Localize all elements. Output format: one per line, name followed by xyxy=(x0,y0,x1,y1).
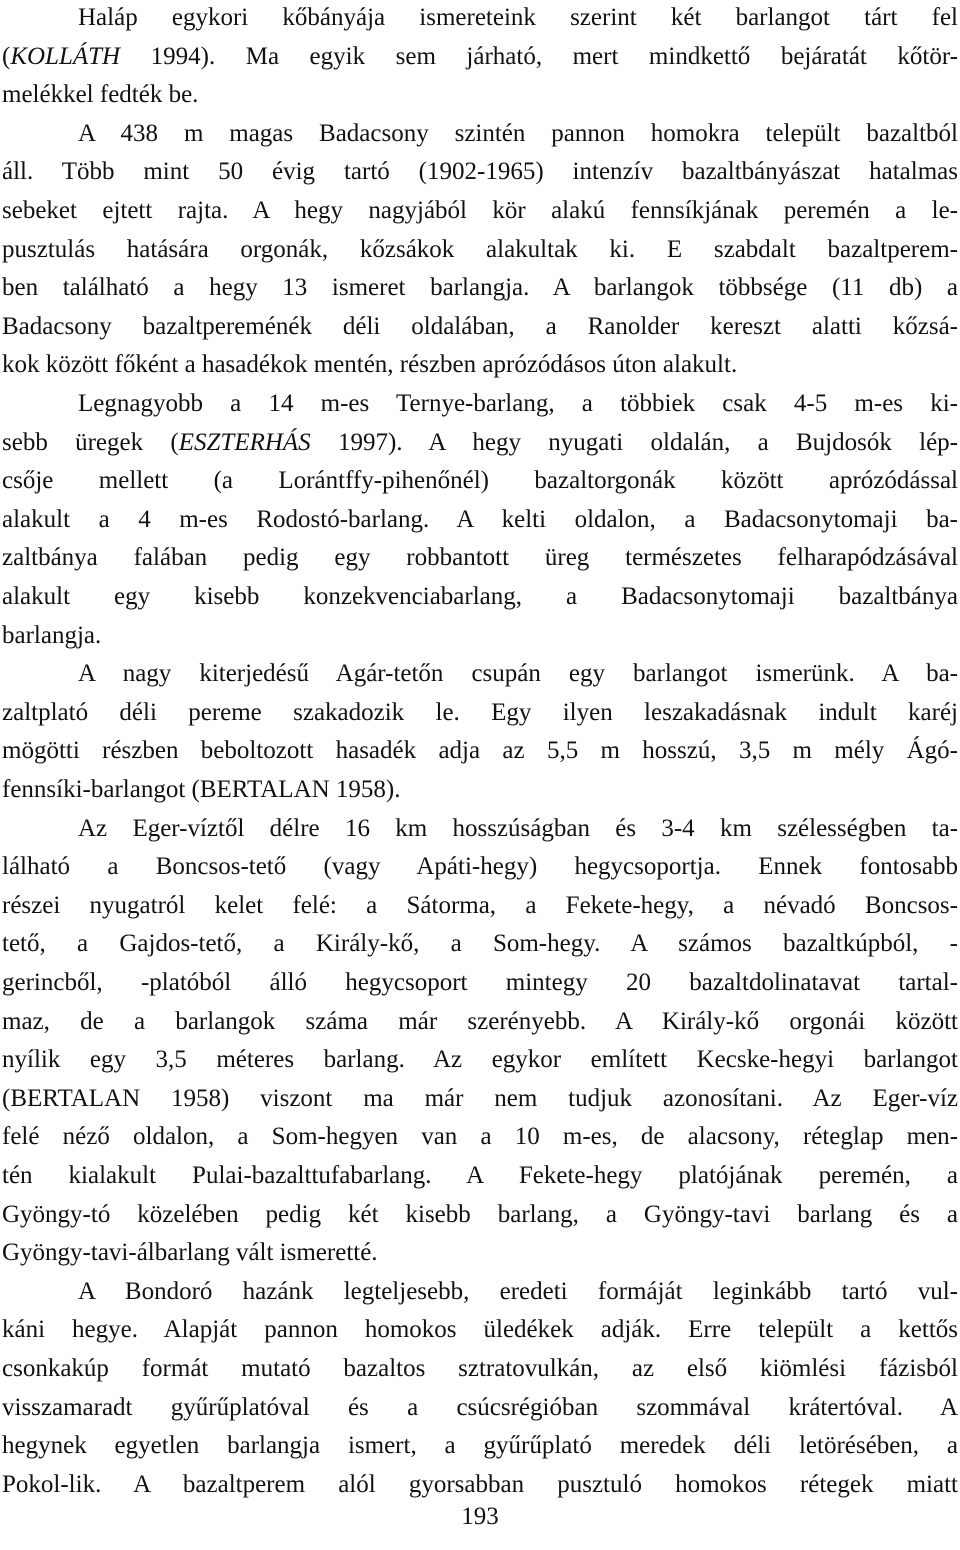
text-segment: Pokol-lik. A bazaltperem alól gyorsabban pusztuló homokos rétegek miatt xyxy=(2,1470,958,1498)
text-segment: Gyöngy-tavi-álbarlang vált ismeretté. xyxy=(2,1239,378,1267)
text-segment: ben található a hegy 13 ismeret barlangja. A barlangok többsége (11 db) a xyxy=(2,274,958,302)
text-segment: Az Eger-víztől délre 16 km hosszúságban és 3-4 km szélességben ta- xyxy=(78,814,958,842)
text-segment: alakult egy kisebb konzekvenciabarlang, a Badacsonytomaji bazaltbánya xyxy=(2,583,958,610)
text-segment: hegynek egyetlen barlangja ismert, a gyűrűplató meredek déli letörésében, a xyxy=(2,1432,958,1460)
text-line xyxy=(2,0,958,36)
text-segment: lálható a Boncsos-tető (vagy Apáti-hegy) hegycsoportja. Ennek fontosabb xyxy=(2,853,958,881)
text-segment: káni hegye. Alapját pannon homokos üledékek adják. Erre települt a kettős xyxy=(2,1316,958,1344)
text-line xyxy=(2,270,958,306)
text-line xyxy=(2,540,958,576)
citation-author: ESZTERHÁS xyxy=(178,428,311,456)
text-line xyxy=(2,77,958,113)
text-line xyxy=(2,386,958,422)
text-line xyxy=(2,1197,958,1233)
text-line xyxy=(2,1274,958,1310)
text-line xyxy=(2,309,958,345)
text-line xyxy=(2,733,958,769)
text-line xyxy=(2,502,958,538)
page-number: 193 xyxy=(461,1503,499,1530)
text-segment: kok között főként a hasadékok mentén, részben aprózódásos úton alakult. xyxy=(2,351,738,379)
text-segment: A nagy kiterjedésű Agár-tetőn csupán egy barlangot ismerünk. A ba- xyxy=(78,660,958,688)
text-line xyxy=(2,463,958,499)
text-segment: Legnagyobb a 14 m-es Ternye-barlang, a többiek csak 4-5 m-es ki- xyxy=(78,390,958,417)
text-segment: sebb üregek ( xyxy=(2,428,179,456)
text-line xyxy=(2,849,958,885)
document-page xyxy=(2,0,958,1550)
text-segment: részei nyugatról kelet felé: a Sátorma, a Fekete-hegy, a névadó Boncsos- xyxy=(2,891,958,919)
text-line xyxy=(2,1119,958,1155)
text-segment: felé néző oldalon, a Som-hegyen van a 10 m-es, de alacsony, réteglap men- xyxy=(2,1123,958,1151)
text-line xyxy=(2,695,958,731)
text-line xyxy=(2,926,958,962)
text-line xyxy=(2,1235,958,1271)
text-line xyxy=(2,772,958,808)
text-segment: sebeket ejtett rajta. A hegy nagyjából kör alakú fennsíkjának peremén a le- xyxy=(2,197,958,224)
text-line xyxy=(2,1428,958,1464)
text-segment: gerincből, -platóból álló hegycsoport mintegy 20 bazaltdolinatavat tartal- xyxy=(2,969,958,996)
text-segment: (BERTALAN 1958) viszont ma már nem tudjuk azonosítani. Az Eger-víz xyxy=(2,1084,958,1112)
text-segment: 1994). Ma egyik sem járható, mert mindkettő bejáratát kőtör- xyxy=(120,42,958,70)
text-line xyxy=(2,232,958,268)
text-segment: Gyöngy-tó közelében pedig két kisebb barlang, a Gyöngy-tavi barlang és a xyxy=(2,1200,958,1228)
text-segment: mögötti részben beboltozott hasadék adja az 5,5 m hosszú, 3,5 m mély Ágó- xyxy=(2,737,958,765)
text-segment: áll. Több mint 50 évig tartó (1902-1965) intenzív bazaltbányászat hatalmas xyxy=(2,158,958,186)
text-line xyxy=(2,1351,958,1387)
text-line xyxy=(2,1312,958,1348)
text-segment: tén kialakult Pulai-bazalttufabarlang. A Fekete-hegy platójának peremén, a xyxy=(2,1162,958,1189)
text-segment: Haláp egykori kőbányája ismereteink szerint két barlangot tárt fel xyxy=(78,4,958,31)
text-line xyxy=(2,347,958,383)
text-line xyxy=(2,811,958,847)
text-segment: csonkakúp formát mutató bazaltos sztratovulkán, az első kiömlési fázisból xyxy=(2,1355,958,1382)
text-segment: Badacsony bazaltpereménék déli oldalában, a Ranolder kereszt alatti kőzsá- xyxy=(2,312,958,340)
text-segment: zaltplató déli pereme szakadozik le. Egy ilyen leszakadásnak indult karéj xyxy=(2,698,958,726)
text-segment: pusztulás hatására orgonák, kőzsákok alakultak ki. E szabdalt bazaltperem- xyxy=(2,235,958,263)
text-line xyxy=(2,579,958,615)
text-segment: csője mellett (a Lorántffy-pihenőnél) bazaltorgonák között aprózódással xyxy=(2,467,958,495)
text-line xyxy=(2,1042,958,1078)
text-segment: barlangja. xyxy=(2,621,102,649)
text-line xyxy=(2,1081,958,1117)
text-segment: melékkel fedték be. xyxy=(2,81,199,109)
text-line xyxy=(2,1390,958,1426)
text-segment: A 438 m magas Badacsony szintén pannon homokra települt bazaltból xyxy=(78,119,958,147)
text-line xyxy=(2,154,958,190)
text-line xyxy=(2,888,958,924)
text-line xyxy=(2,193,958,229)
text-line xyxy=(2,656,958,692)
text-segment: ( xyxy=(2,42,11,70)
text-segment: alakult a 4 m-es Rodostó-barlang. A kelti oldalon, a Badacsonytomaji ba- xyxy=(2,505,958,533)
text-segment: A Bondoró hazánk legteljesebb, eredeti formáját leginkább tartó vul- xyxy=(78,1277,958,1305)
text-line xyxy=(2,618,958,654)
text-segment: 1997). A hegy nyugati oldalán, a Bujdosók lép- xyxy=(310,428,958,456)
text-line xyxy=(2,1004,958,1040)
text-segment: nyílik egy 3,5 méteres barlang. Az egykor említett Kecske-hegyi barlangot xyxy=(2,1046,958,1074)
text-segment: zaltbánya falában pedig egy robbantott üreg természetes felharapódzásával xyxy=(2,544,958,572)
text-segment: tető, a Gajdos-tető, a Király-kő, a Som-hegy. A számos bazaltkúpból, - xyxy=(2,930,958,958)
text-line xyxy=(2,39,958,75)
text-line xyxy=(2,965,958,1001)
text-line xyxy=(2,1158,958,1194)
text-segment: fennsíki-barlangot (BERTALAN 1958). xyxy=(2,776,401,803)
text-segment: visszamaradt gyűrűplatóval és a csúcsrégióban szommával krátertóval. A xyxy=(2,1393,958,1421)
text-line xyxy=(2,425,958,461)
citation-author: KOLLÁTH xyxy=(10,42,121,70)
text-line xyxy=(2,116,958,152)
text-segment: maz, de a barlangok száma már szerényebb. A Király-kő orgonái között xyxy=(2,1007,958,1035)
